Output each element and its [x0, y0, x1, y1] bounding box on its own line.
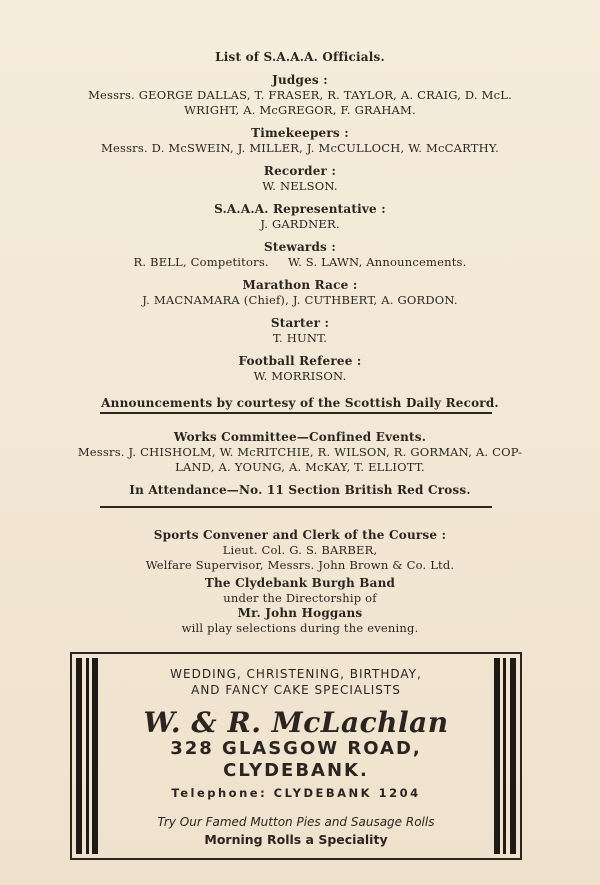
advert-tagline: Try Our Famed Mutton Pies and Sausage Rolls	[157, 815, 435, 829]
recorder-name: W. NELSON.	[262, 179, 338, 193]
advert-right-bars	[492, 658, 516, 854]
band-heading: The Clydebank Burgh Band	[204, 576, 396, 590]
judges-heading: Judges :	[272, 73, 328, 87]
divider-2	[100, 506, 492, 508]
divider-1	[100, 412, 492, 414]
band-line-2: will play selections during the evening.	[181, 621, 419, 635]
marathon-names: J. MACNAMARA (Chief), J. CUTHBERT, A. GORDON.	[142, 293, 458, 307]
advert-address-1: 328 GLASGOW ROAD,	[170, 738, 422, 759]
advert-content	[106, 666, 486, 852]
advert-business-name: W. & R. McLachlan	[143, 706, 449, 739]
advert-speciality: Morning Rolls a Speciality	[204, 832, 388, 847]
advert-line-2: AND FANCY CAKE SPECIALISTS	[191, 683, 401, 697]
officials-title: List of S.A.A.A. Officials.	[215, 50, 385, 64]
band-director: Mr. John Hoggans	[237, 606, 363, 620]
representative-heading: S.A.A.A. Representative :	[214, 202, 386, 216]
representative-name: J. GARDNER.	[260, 217, 340, 231]
timekeepers-heading: Timekeepers :	[251, 126, 349, 140]
works-line-2: LAND, A. YOUNG, A. McKAY, T. ELLIOTT.	[175, 460, 425, 474]
officials-section	[60, 50, 540, 419]
judges-line-1: Messrs. GEORGE DALLAS, T. FRASER, R. TAYLOR, A. CRAIG, D. McL.	[88, 88, 512, 102]
advert-telephone: Telephone: CLYDEBANK 1204	[171, 786, 421, 800]
attendance-note: In Attendance—No. 11 Section British Red Cross.	[129, 483, 471, 497]
band-line-1: under the Directorship of	[223, 591, 377, 605]
referee-heading: Football Referee :	[238, 354, 362, 368]
starter-name: T. HUNT.	[272, 331, 328, 345]
works-section	[60, 430, 540, 498]
advert-left-bars	[76, 658, 100, 854]
recorder-heading: Recorder :	[263, 164, 337, 178]
works-title: Works Committee—Confined Events.	[173, 430, 427, 444]
marathon-heading: Marathon Race :	[242, 278, 358, 292]
advert-address-2: CLYDEBANK.	[223, 760, 369, 781]
timekeepers-names: Messrs. D. McSWEIN, J. MILLER, J. McCULLOCH, W. McCARTHY.	[100, 141, 500, 155]
works-line-1: Messrs. J. CHISHOLM, W. McRITCHIE, R. WILSON, R. GORMAN, A. COP-	[77, 445, 523, 459]
advert-line-1: WEDDING, CHRISTENING, BIRTHDAY,	[170, 667, 422, 681]
convener-heading: Sports Convener and Clerk of the Course :	[153, 528, 447, 542]
convener-name: Lieut. Col. G. S. BARBER,	[222, 543, 378, 557]
stewards-heading: Stewards :	[263, 240, 337, 254]
judges-line-2: WRIGHT, A. McGREGOR, F. GRAHAM.	[184, 103, 416, 117]
starter-heading: Starter :	[270, 316, 330, 330]
convener-role: Welfare Supervisor, Messrs. John Brown & Co. Ltd.	[145, 558, 455, 572]
mclachlan-advert	[70, 652, 522, 860]
referee-name: W. MORRISON.	[253, 369, 347, 383]
stewards-names: R. BELL, Competitors. W. S. LAWN, Announcements.	[133, 255, 467, 269]
announcements-credit: Announcements by courtesy of the Scottish Daily Record.	[101, 396, 499, 410]
sports-section	[60, 528, 540, 636]
